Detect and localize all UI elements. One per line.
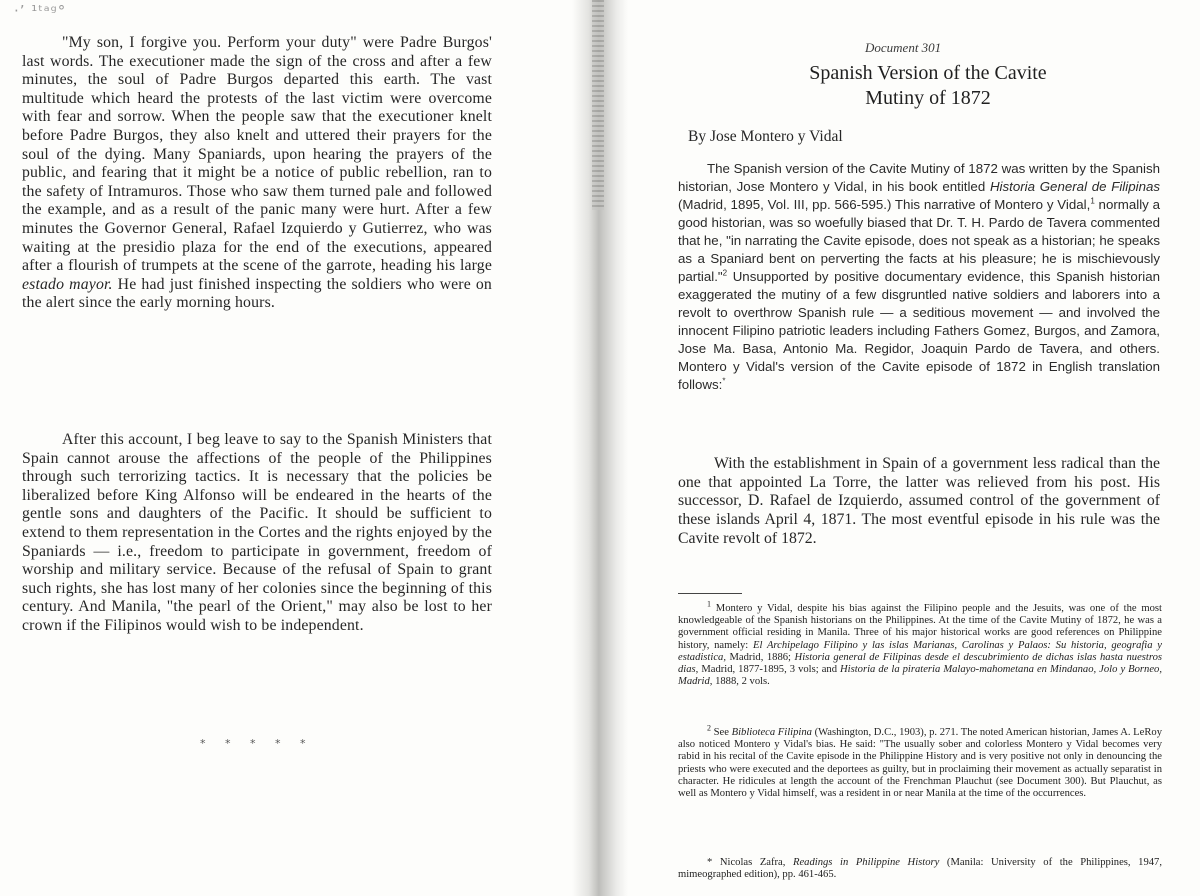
footnote-1-title-1: El Archipelago Filipino y las islas Marianas, Carolinas y Palaos: Su historia, geografia y estadistica, xyxy=(678,639,1162,663)
end-ornament: * * * * * xyxy=(200,737,314,750)
intro-text-a: The Spanish version of the Cavite Mutiny of 1872 was written by the Spanish historian, Jose Montero y Vidal, in his book entitled xyxy=(678,161,1160,194)
footnote-2-text-b: (Washington, D.C., 1903), p. 271. The noted American historian, James A. LeRoy also noticed Montero y Vidal's bias. He said: "The usually sober and colorless Montero y Vidal becomes very rabid in his recital of the Cavite episode in the Philippine History and is very positive not only in denouncing the priests who were executed and the deportees as guilty, but in proclaiming their movement as actually separatist in character. He ridicules at length the account of the Frenchman Plauchut (see Document 300). But Plauchut, as well as Montero y Vidal himself, was a resident in or near Manila at the time of the occurrences. xyxy=(678,727,1163,800)
footnote-ref-3: * xyxy=(722,376,726,386)
title-line-2: Mutiny of 1872 xyxy=(865,87,991,109)
intro-paragraph xyxy=(678,160,1160,394)
footnote-1 xyxy=(678,599,1162,688)
footnote-1-title-2: Historia general de Filipinas desde el descubrimiento de dichas islas hasta nuestros dias, xyxy=(678,651,1162,676)
left-paragraph-1-text: "My son, I forgive you. Perform your duty" were Padre Burgos' last words. The executioner made the sign of the cross and after a few minutes, the soul of Padre Burgos departed this earth. The vast multitude which heard the protests of the last victim were overcome with fear and sorrow. When the people saw that the executioner knelt before Padre Burgos, they also knelt and uttered their prayers for the soul of the dying. Many Spaniards, upon hearing the prayers of the public, and fearing that it might be a notice of public rebellion, ran to the safety of Intramuros. Those who saw them turned pale and followed the example, and as a result of the panic many were hurt. After a few minutes the Governor General, Rafael Izquierdo y Gutierrez, who was waiting at the presidio plaza for the end of the executions, appeared after a flourish of trumpets at the scene of the garrote, heading his large xyxy=(22,34,492,275)
byline: By Jose Montero y Vidal xyxy=(688,128,843,145)
footnote-ref-1: 1 xyxy=(1090,196,1095,206)
footnote-1-title-3: Historia de la pirateria Malayo-mahometana en Mindanao, Jolo y Borneo, Madrid, xyxy=(678,664,1162,688)
left-paragraph-1 xyxy=(22,34,492,313)
title-line-1: Spanish Version of the Cavite xyxy=(809,62,1047,84)
footnote-3-title-1: Readings in Philippine History xyxy=(793,857,940,868)
footnote-2-title-1: Biblioteca Filipina xyxy=(731,727,812,738)
corner-mark: ·ʼ ¹ᵗᵃᵍ° xyxy=(14,2,67,20)
intro-text-d: Unsupported by positive documentary evidence, this Spanish historian exaggerated the mutiny of a few disgruntled native soldiers and laborers into a revolt to overthrow Spanish rule — a seditious movement — and involved the innocent Filipino patriotic leaders including Fathers Gomez, Burgos, and Zamora, Jose Ma. Basa, Antonio Ma. Regidor, Joaquin Pardo de Tavera, and others. Montero y Vidal's version of the Cavite episode of 1872 in English translation follows: xyxy=(678,269,1160,392)
intro-text-b: (Madrid, 1895, Vol. III, pp. 566-595.) This narrative of Montero y Vidal, xyxy=(678,197,1091,212)
right-paragraph-2: With the establishment in Spain of a government less radical than the one that appointed La Torre, the latter was relieved from his post. His successor, D. Rafael de Izquierdo, assumed control of the government of these islands April 4, 1871. The most eventful episode in his rule was the Cavite revolt of 1872. xyxy=(678,455,1160,547)
intro-book-title: Historia General de Filipinas xyxy=(989,179,1161,194)
intro-text-c: normally a good historian, was so woefully biased that Dr. T. H. Pardo de Tavera commented that he, "in narrating the Cavite episode, does not speak as a historian; he speaks as a Spaniard bent on perverting the facts at his pleasure; he is mischievously partial." xyxy=(678,197,1160,284)
document-label: Document 301 xyxy=(865,40,942,55)
footnote-ref-2: 2 xyxy=(722,268,728,278)
footnote-1-text-c: Madrid, 1877-1895, 3 vols; and xyxy=(698,664,841,676)
left-page xyxy=(0,0,572,896)
gutter-shadow xyxy=(592,0,604,210)
left-paragraph-1-end: He had just finished inspecting the soldiers who were on the alert since the early morning hours. xyxy=(22,275,492,312)
footnote-1-text-a: Montero y Vidal, despite his bias against the Filipino people and the Jesuits, was one of the most knowledgeable of the Spanish historians on the Philippines. At the time of the Cavite Mutiny of 1872, he was a government official residing in Manila. Three of his major historical works are good references on Philippine history, namely: xyxy=(678,603,1162,651)
footnote-3-mark: * xyxy=(707,857,713,868)
right-page xyxy=(628,0,1200,896)
document-title xyxy=(748,61,1108,111)
footnote-2-text-a: See xyxy=(711,727,732,738)
left-paragraph-1-italic: estado mayor. xyxy=(22,275,113,293)
footnote-2 xyxy=(678,723,1163,800)
footnote-3-text-a: Nicolas Zafra, xyxy=(712,857,793,868)
footnote-3 xyxy=(678,857,1162,881)
footnote-1-text-d: 1888, 2 vols. xyxy=(712,676,770,688)
footnote-1-number: 1 xyxy=(707,599,711,609)
footnote-2-number: 2 xyxy=(707,723,711,733)
footnote-1-text-b: Madrid, 1886; xyxy=(725,651,795,663)
footnote-divider xyxy=(678,593,742,594)
left-paragraph-2: After this account, I beg leave to say to the Spanish Ministers that Spain cannot arouse the affections of the people of the Philippines through such terrorizing tactics. It is necessary that the policies be liberalized before King Alfonso will be endeared in the hearts of the gentle sons and daughters of the Pacific. It should be sufficient to extend to them representation in the Cortes and the rights enjoyed by the Spaniards — i.e., freedom to participate in government, freedom of worship and military service. Because of the refusal of Spain to grant such rights, she has lost many of her colonies since the beginning of this century. And Manila, "the pearl of the Orient," may also be lost to her crown if the Filipinos would wish to be independent. xyxy=(22,431,492,634)
footnote-3-text-b: (Manila: University of the Philippines, 1947, mimeographed edition), pp. 461-465. xyxy=(678,857,1162,881)
